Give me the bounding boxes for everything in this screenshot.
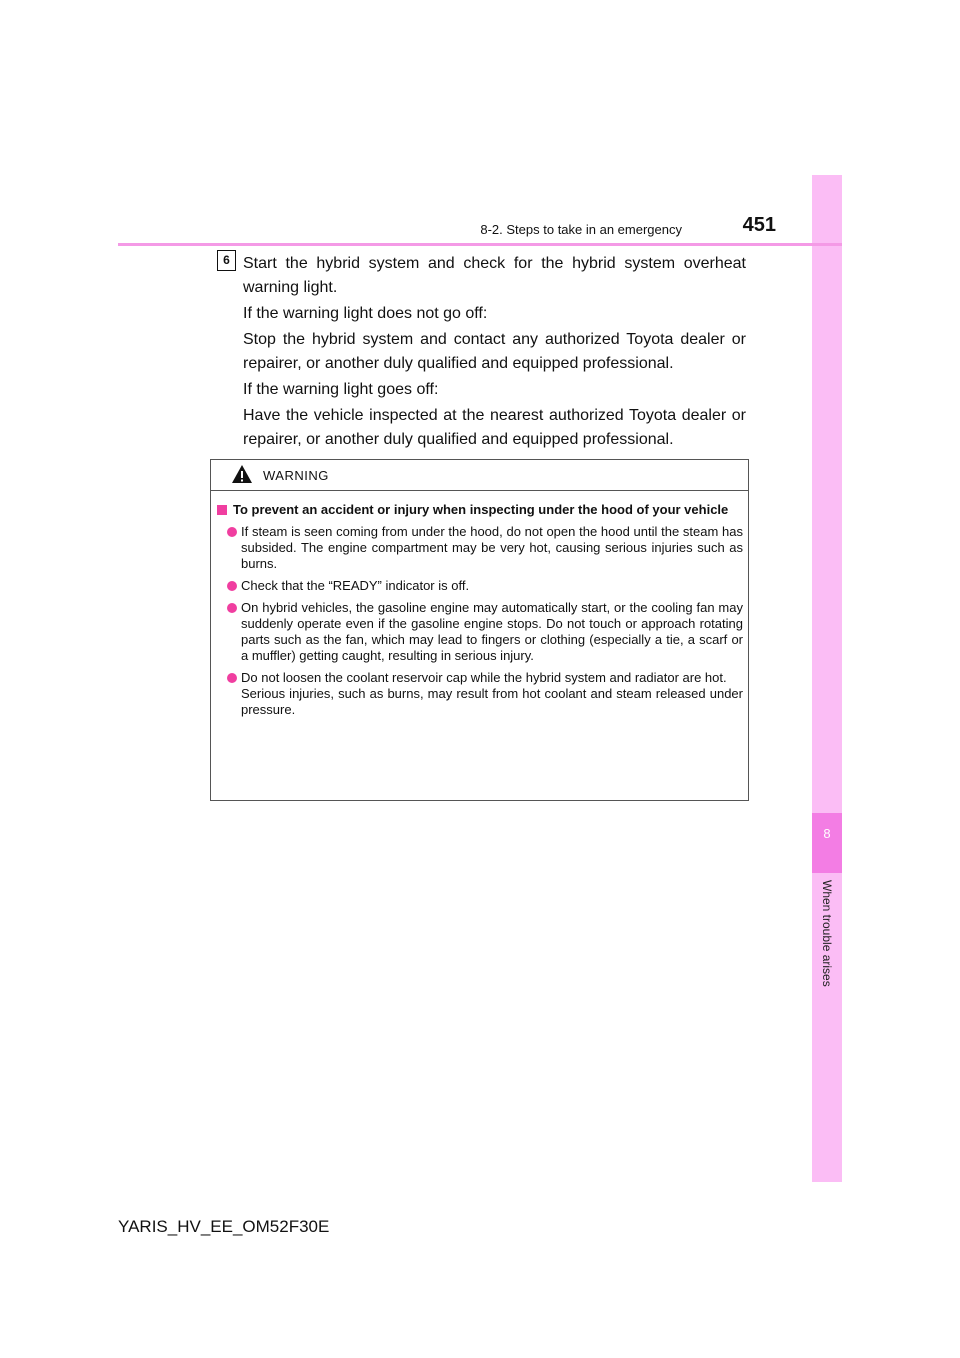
warning-bullet <box>215 578 743 594</box>
warning-heading-text: To prevent an accident or injury when inspecting under the hood of your vehicle <box>233 502 729 517</box>
page-number: 451 <box>742 214 776 236</box>
chapter-label: When trouble arises <box>820 880 834 987</box>
warning-bullet-text: If steam is seen coming from under the hood, do not open the hood until the steam has subsided. The engine compartment may be very hot, causing serious injuries such as burns. <box>241 524 743 571</box>
header-rule <box>118 243 842 246</box>
warning-heading <box>215 502 743 518</box>
circle-bullet-icon <box>227 581 237 591</box>
warning-bullet <box>215 524 743 572</box>
step-paragraph: Have the vehicle inspected at the nearest authorized Toyota dealer or repairer, or another duly qualified and equipped professional. <box>243 407 746 448</box>
warning-header <box>211 460 748 491</box>
square-bullet-icon <box>217 505 227 515</box>
warning-bullet <box>215 600 743 664</box>
warning-bullet-line: Serious injuries, such as burns, may result from hot coolant and steam released under pressure. <box>241 686 743 717</box>
chapter-tab-active[interactable] <box>812 813 842 873</box>
warning-triangle-icon <box>231 464 253 484</box>
warning-bullet-line: Do not loosen the coolant reservoir cap while the hybrid system and radiator are hot. <box>241 670 727 685</box>
step-paragraph: If the warning light does not go off: <box>243 305 488 322</box>
step-paragraph: If the warning light goes off: <box>243 381 439 398</box>
chapter-number: 8 <box>823 826 831 841</box>
warning-box <box>210 459 749 801</box>
circle-bullet-icon <box>227 603 237 613</box>
step-paragraph: Stop the hybrid system and contact any authorized Toyota dealer or repairer, or another duly qualified and equipped professional. <box>243 331 746 372</box>
warning-bullet <box>215 670 743 718</box>
section-title: 8-2. Steps to take in an emergency <box>480 222 682 237</box>
circle-bullet-icon <box>227 527 237 537</box>
warning-content <box>215 502 743 724</box>
chapter-side-tab <box>812 175 842 1182</box>
warning-bullet-text: Check that the “READY” indicator is off. <box>241 578 470 593</box>
document-code: YARIS_HV_EE_OM52F30E <box>118 1217 330 1236</box>
step-body <box>243 252 746 454</box>
circle-bullet-icon <box>227 673 237 683</box>
step-paragraph: Start the hybrid system and check for the hybrid system overheat warning light. <box>243 255 746 296</box>
warning-title: WARNING <box>263 468 329 483</box>
step-number-badge: 6 <box>217 250 236 271</box>
warning-bullet-text: On hybrid vehicles, the gasoline engine may automatically start, or the cooling fan may suddenly operate even if the gasoline engine stops. Do not touch or approach rotating parts such as the fan, which may lead to fingers or clothing (especially a tie, a scarf or a muffler) getting caught, resulting in serious injury. <box>241 600 743 663</box>
warning-bullet-text <box>241 670 743 718</box>
